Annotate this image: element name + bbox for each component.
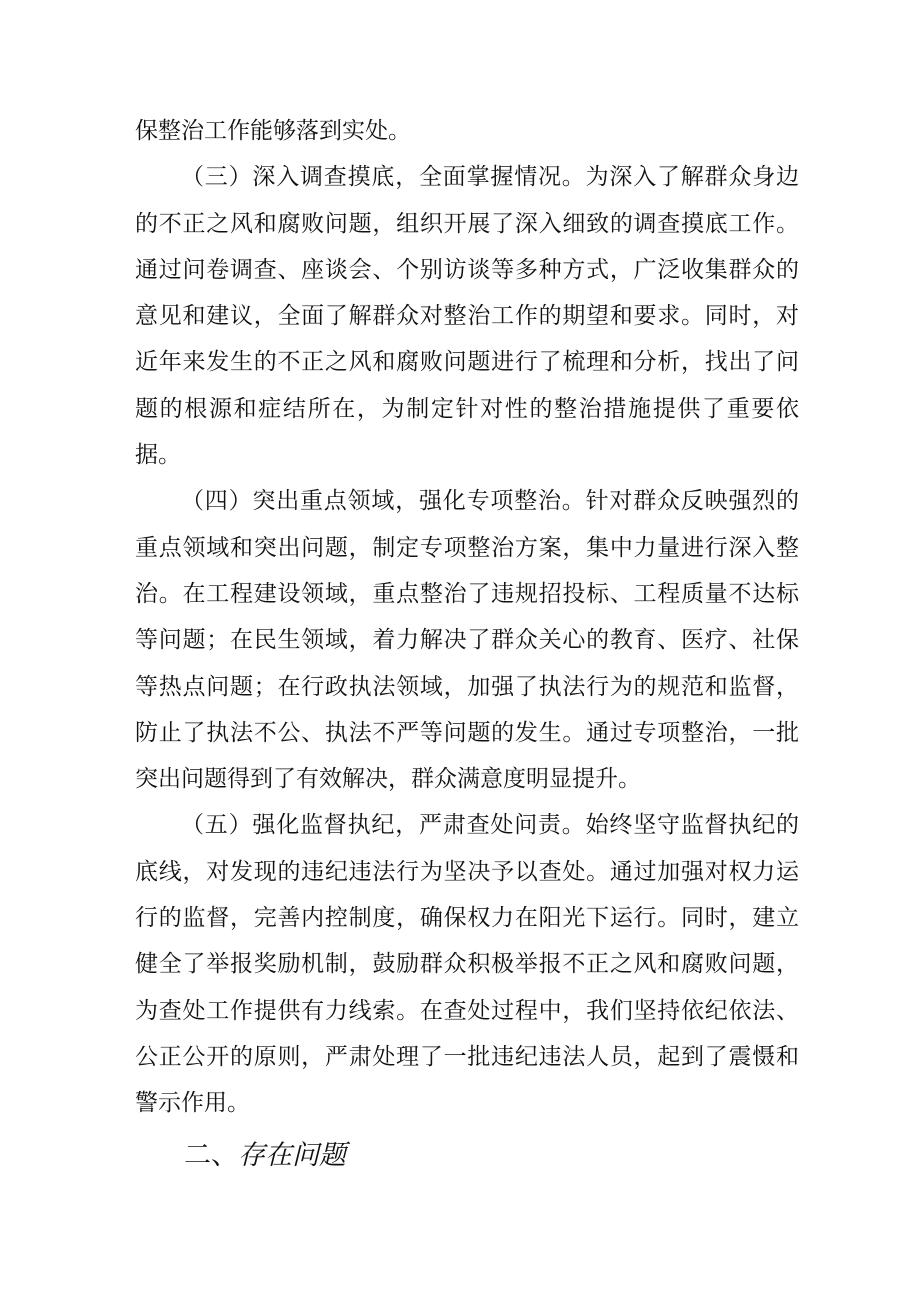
paragraph-section-4: （四）突出重点领域，强化专项整治。针对群众反映强烈的重点领域和突出问题，制定专项整治方案，集中力量进行深入整治。在工程建设领域，重点整治了违规招投标、工程质量不达标等问题；在民生领域，着力解决了群众关心的教育、医疗、社保等热点问题；在行政执法领域，加强了执法行为的规范和监督，防止了执法不公、执法不严等问题的发生。通过专项整治，一批突出问题得到了有效解决，群众满意度明显提升。 — [135, 488, 799, 793]
paragraph-section-5: （五）强化监督执纪，严肃查处问责。始终坚守监督执纪的底线，对发现的违纪违法行为坚决予以查处。通过加强对权力运行的监督，完善内控制度，确保权力在阳光下运行。同时，建立健全了举报奖励机制，鼓励群众积极举报不正之风和腐败问题，为查处工作提供有力线索。在查处过程中，我们坚持依纪依法、公正公开的原则，严肃处理了一批违纪违法人员，起到了震慑和警示作用。 — [135, 812, 799, 1117]
section-heading-number: 二、 — [184, 1140, 238, 1171]
section-heading — [184, 1132, 346, 1180]
document-body — [135, 108, 799, 1127]
paragraph-section-3: （三）深入调查摸底，全面掌握情况。为深入了解群众身边的不正之风和腐败问题，组织开展了深入细致的调查摸底工作。通过问卷调查、座谈会、个别访谈等多种方式，广泛收集群众的意见和建议，全面了解群众对整治工作的期望和要求。同时，对近年来发生的不正之风和腐败问题进行了梳理和分析，找出了问题的根源和症结所在，为制定针对性的整治措施提供了重要依据。 — [135, 164, 799, 469]
paragraph-continuation: 保整治工作能够落到实处。 — [135, 118, 411, 144]
section-heading-title: 存在问题 — [238, 1140, 346, 1171]
